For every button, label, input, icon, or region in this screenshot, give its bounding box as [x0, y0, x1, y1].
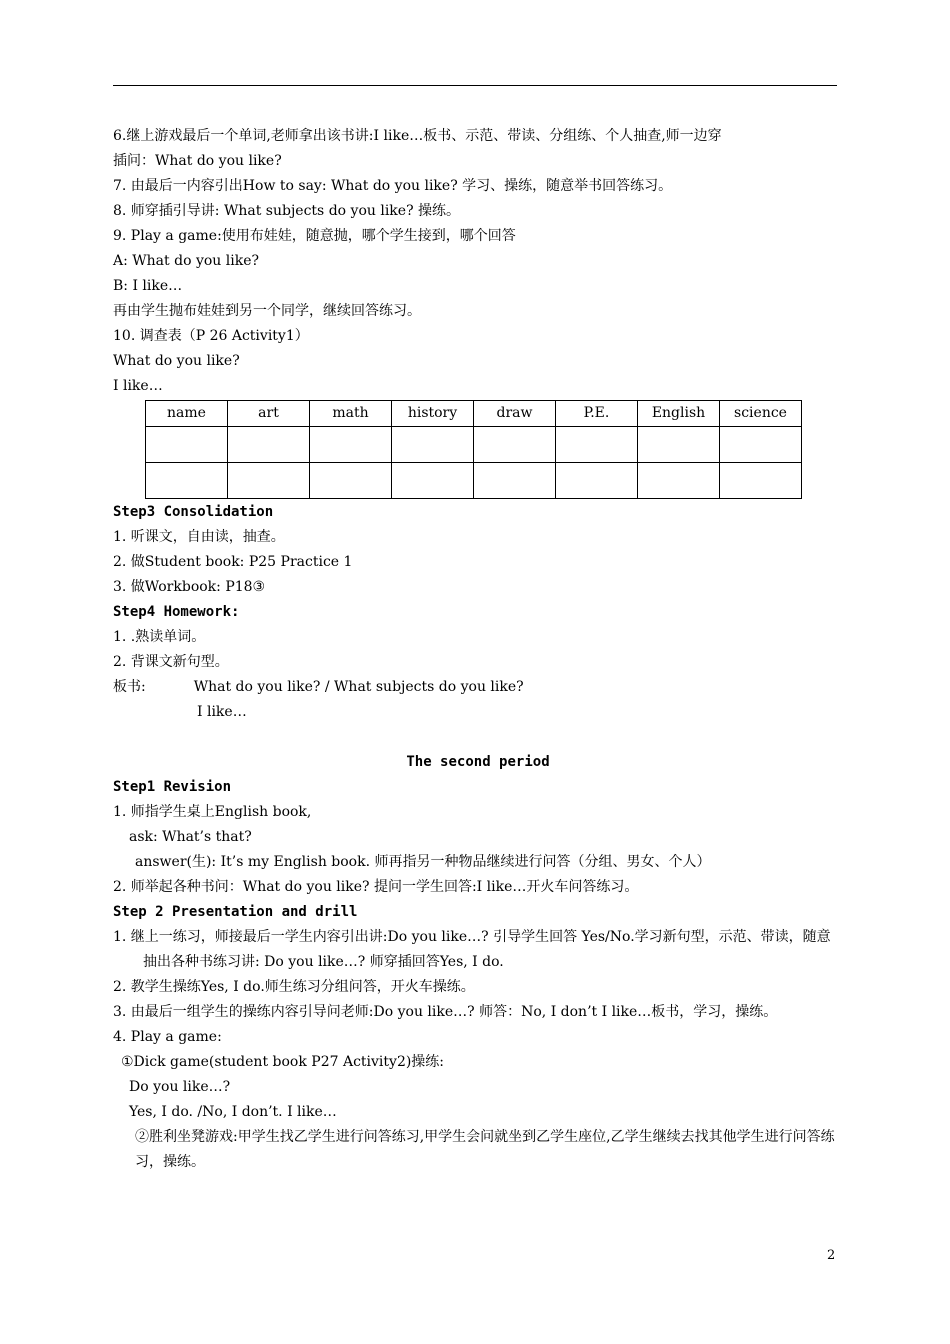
game-item: Do you like…?	[129, 1079, 231, 1095]
list-item: 2. 教学生操练Yes, I do.师生练习分组问答，开火车操练。	[113, 979, 475, 995]
step1-heading: Step1 Revision	[113, 779, 232, 795]
text-line: 9. Play a game:使用布娃娃，随意抛，哪个学生接到，哪个回答	[113, 228, 516, 244]
table-cell	[392, 463, 474, 499]
table-header-cell: draw	[474, 401, 556, 427]
board-label: 板书:	[113, 679, 146, 695]
list-item: 3. 做Workbook: P18③	[113, 579, 266, 595]
list-item: 1. 继上一练习，师接最后一学生内容引出讲:Do you like…? 引导学生回答 Yes/No.学习新句型，示范、带读，随意抽出各种书练习讲: Do you like…? 师穿插回答Yes, I do.	[113, 929, 831, 970]
table-header-cell: science	[720, 401, 802, 427]
table-header-cell: art	[228, 401, 310, 427]
survey-table	[145, 400, 802, 499]
text-line: I like…	[113, 378, 163, 394]
table-header-row	[146, 401, 802, 427]
board-line	[113, 675, 843, 700]
step4-heading: Step4 Homework:	[113, 604, 240, 620]
section-title: The second period	[406, 754, 550, 770]
table-cell	[310, 427, 392, 463]
game-item: ①Dick game(student book P27 Activity2)操练:	[121, 1054, 445, 1070]
text-line: 插问：What do you like?	[113, 153, 282, 169]
text-line: 7. 由最后一内容引出How to say: What do you like? 学习、操练，随意举书回答练习。	[113, 178, 673, 194]
board-text: What do you like? / What subjects do you like?	[193, 679, 524, 695]
list-item: answer(生): It’s my English book. 师再指另一种物品继续进行问答（分组、男女、个人）	[135, 854, 711, 870]
table-cell	[474, 463, 556, 499]
list-item: 2. 背课文新句型。	[113, 654, 229, 670]
text-line: What do you like?	[113, 353, 240, 369]
board-line-2: I like…	[197, 704, 247, 720]
step2-heading: Step 2 Presentation and drill	[113, 904, 358, 920]
table-cell	[310, 463, 392, 499]
game-item: ②胜利坐凳游戏:甲学生找乙学生进行问答练习,甲学生会问就坐到乙学生座位,乙学生继续去找其他学生进行问答练习，操练。	[135, 1129, 835, 1170]
table-header-cell: math	[310, 401, 392, 427]
text-line: 6.继上游戏最后一个单词,老师拿出该书讲:I like…板书、示范、带读、分组练、个人抽查,师一边穿	[113, 128, 722, 144]
table-header-cell: P.E.	[556, 401, 638, 427]
table-cell	[474, 427, 556, 463]
table-cell	[556, 463, 638, 499]
list-item: 1. 听课文，自由读，抽查。	[113, 529, 285, 545]
text-line: 8. 师穿插引导讲: What subjects do you like? 操练。	[113, 203, 461, 219]
table-cell	[228, 463, 310, 499]
page-body	[113, 124, 843, 1175]
header-rule	[113, 85, 837, 86]
table-cell	[146, 427, 228, 463]
list-item: 2. 做Student book: P25 Practice 1	[113, 554, 353, 570]
table-row	[146, 463, 802, 499]
spacer	[113, 725, 843, 750]
table-cell	[638, 463, 720, 499]
list-item: 4. Play a game:	[113, 1029, 222, 1045]
list-item: 3. 由最后一组学生的操练内容引导问老师:Do you like…? 师答：No, I don’t I like…板书，学习，操练。	[113, 1004, 778, 1020]
table-cell	[638, 427, 720, 463]
game-item: Yes, I do. /No, I don’t. I like…	[129, 1104, 337, 1120]
list-item: 2. 师举起各种书问：What do you like? 提问一学生回答:I like…开火车问答练习。	[113, 879, 639, 895]
table-cell	[228, 427, 310, 463]
list-item: 1. 师指学生桌上English book,	[113, 804, 312, 820]
table-cell	[720, 427, 802, 463]
table-header-cell: history	[392, 401, 474, 427]
table-cell	[146, 463, 228, 499]
list-item: 1. .熟读单词。	[113, 629, 206, 645]
table-row	[146, 427, 802, 463]
table-header-cell: English	[638, 401, 720, 427]
table-header-cell: name	[146, 401, 228, 427]
list-item: ask: What’s that?	[129, 829, 252, 845]
table-cell	[392, 427, 474, 463]
text-line: A: What do you like?	[113, 253, 259, 269]
text-line: B: I like…	[113, 278, 183, 294]
text-line: 10. 调查表（P 26 Activity1）	[113, 328, 309, 344]
table-cell	[720, 463, 802, 499]
text-line: 再由学生抛布娃娃到另一个同学，继续回答练习。	[113, 303, 421, 319]
page-number: 2	[827, 1248, 836, 1263]
step3-heading: Step3 Consolidation	[113, 504, 274, 520]
table-cell	[556, 427, 638, 463]
